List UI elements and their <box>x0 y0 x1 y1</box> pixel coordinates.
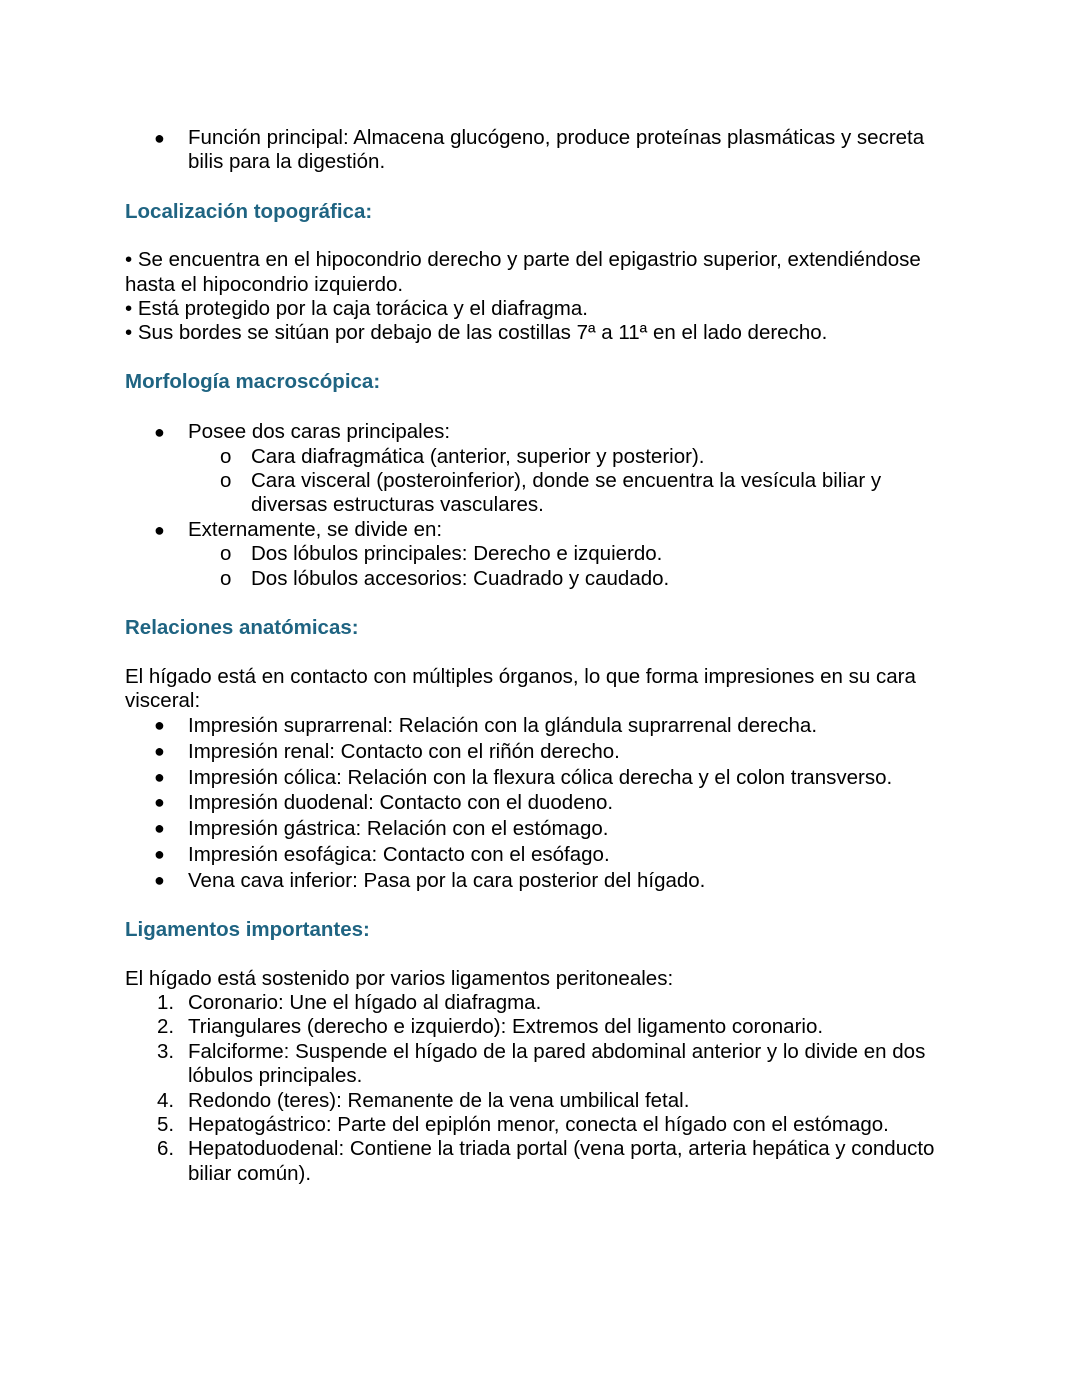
relaciones-list <box>125 713 955 893</box>
numbered-item <box>125 1040 955 1089</box>
section-heading-ligamentos: Ligamentos importantes: <box>125 918 370 942</box>
numbered-item <box>125 1089 955 1113</box>
section-heading-relaciones: Relaciones anatómicas: <box>125 616 359 640</box>
list-item <box>125 126 955 175</box>
paragraph-line: • Está protegido por la caja torácica y el diafragma. <box>125 297 588 321</box>
bullet-marker: ● <box>154 766 165 787</box>
list-item <box>125 518 955 542</box>
sub-list-container <box>125 542 955 591</box>
paragraph-line: • Se encuentra en el hipocondrio derecho y parte del epigastrio superior, extendiéndose hasta el hipocondrio izquierdo. <box>125 248 921 296</box>
paragraph: El hígado está en contacto con múltiples órganos, lo que forma impresiones en su cara visceral: <box>125 664 916 712</box>
numbered-item <box>125 991 955 1015</box>
list-item <box>125 420 955 444</box>
list-item <box>125 842 955 868</box>
number-marker: 3. <box>157 1039 175 1063</box>
section-heading-morfologia: Morfología macroscópica: <box>125 369 381 393</box>
sub-bullet-marker: o <box>220 566 232 590</box>
bullet-marker: ● <box>154 422 165 443</box>
ligamentos-list <box>125 991 955 1186</box>
list-item-text: Impresión esofágica: Contacto con el esófago. <box>188 842 610 866</box>
bullet-marker: ● <box>154 741 165 762</box>
bullet-marker: ● <box>154 715 165 736</box>
list-item <box>125 790 955 816</box>
list-item-text: Externamente, se divide en: <box>188 517 443 541</box>
numbered-item-text: Triangulares (derecho e izquierdo): Extremos del ligamento coronario. <box>188 1015 824 1039</box>
numbered-item <box>125 1137 955 1186</box>
list-item-text: Impresión renal: Contacto con el riñón derecho. <box>188 740 620 764</box>
list-item-text: Vena cava inferior: Pasa por la cara posterior del hígado. <box>188 868 706 892</box>
bullet-marker: ● <box>154 792 165 813</box>
number-marker: 2. <box>157 1015 175 1039</box>
sub-list-item <box>125 542 955 566</box>
list-item-text: Función principal: Almacena glucógeno, produce proteínas plasmáticas y secreta bilis para la digestión. <box>188 126 925 174</box>
intro-list <box>125 126 955 175</box>
bullet-marker: ● <box>154 843 165 864</box>
list-item-text: Impresión cólica: Relación con la flexura cólica derecha y el colon transverso. <box>188 765 893 789</box>
bullet-marker: ● <box>154 128 165 148</box>
list-item <box>125 739 955 765</box>
list-item <box>125 868 955 894</box>
numbered-item-text: Redondo (teres): Remanente de la vena umbilical fetal. <box>188 1088 690 1112</box>
list-item <box>125 765 955 791</box>
sub-bullet-marker: o <box>220 542 232 566</box>
localizacion-body <box>125 248 955 346</box>
document-page <box>125 126 955 1186</box>
number-marker: 1. <box>157 991 175 1015</box>
section-heading-localizacion: Localización topográfica: <box>125 199 373 223</box>
list-item <box>125 713 955 739</box>
sub-list-item <box>125 445 955 469</box>
numbered-item <box>125 1113 955 1137</box>
list-item-text: Posee dos caras principales: <box>188 420 451 444</box>
paragraph: El hígado está sostenido por varios ligamentos peritoneales: <box>125 966 674 990</box>
number-marker: 5. <box>157 1113 175 1137</box>
paragraph-line: • Sus bordes se sitúan por debajo de las costillas 7ª a 11ª en el lado derecho. <box>125 321 828 345</box>
sub-list-item-text: Cara diafragmática (anterior, superior y posterior). <box>251 444 705 468</box>
bullet-marker: ● <box>154 519 165 540</box>
numbered-item-text: Falciforme: Suspende el hígado de la pared abdominal anterior y lo divide en dos lóbulos principales. <box>188 1039 926 1088</box>
sub-list-item <box>125 567 955 591</box>
numbered-item <box>125 1015 955 1039</box>
list-item <box>125 816 955 842</box>
list-item-text: Impresión suprarrenal: Relación con la glándula suprarrenal derecha. <box>188 714 818 738</box>
bullet-marker: ● <box>154 869 165 890</box>
numbered-item-text: Hepatoduodenal: Contiene la triada portal (vena porta, arteria hepática y conducto biliar común). <box>188 1137 935 1185</box>
sub-list-item-text: Cara visceral (posteroinferior), donde se encuentra la vesícula biliar y diversas estructuras vasculares. <box>251 469 882 517</box>
sub-bullet-marker: o <box>220 444 232 468</box>
sub-list-item-text: Dos lóbulos principales: Derecho e izquierdo. <box>251 542 663 566</box>
numbered-item-text: Hepatogástrico: Parte del epiplón menor, conecta el hígado con el estómago. <box>188 1113 889 1137</box>
bullet-marker: ● <box>154 818 165 839</box>
sub-list-item-text: Dos lóbulos accesorios: Cuadrado y caudado. <box>251 566 670 590</box>
list-item-text: Impresión gástrica: Relación con el estómago. <box>188 817 609 841</box>
list-item-text: Impresión duodenal: Contacto con el duodeno. <box>188 791 614 815</box>
sub-list-item <box>125 469 955 518</box>
number-marker: 6. <box>157 1137 175 1161</box>
numbered-item-text: Coronario: Une el hígado al diafragma. <box>188 991 542 1015</box>
number-marker: 4. <box>157 1088 175 1112</box>
sub-bullet-marker: o <box>220 469 232 493</box>
morfologia-list <box>125 420 955 591</box>
sub-list-container <box>125 445 955 518</box>
